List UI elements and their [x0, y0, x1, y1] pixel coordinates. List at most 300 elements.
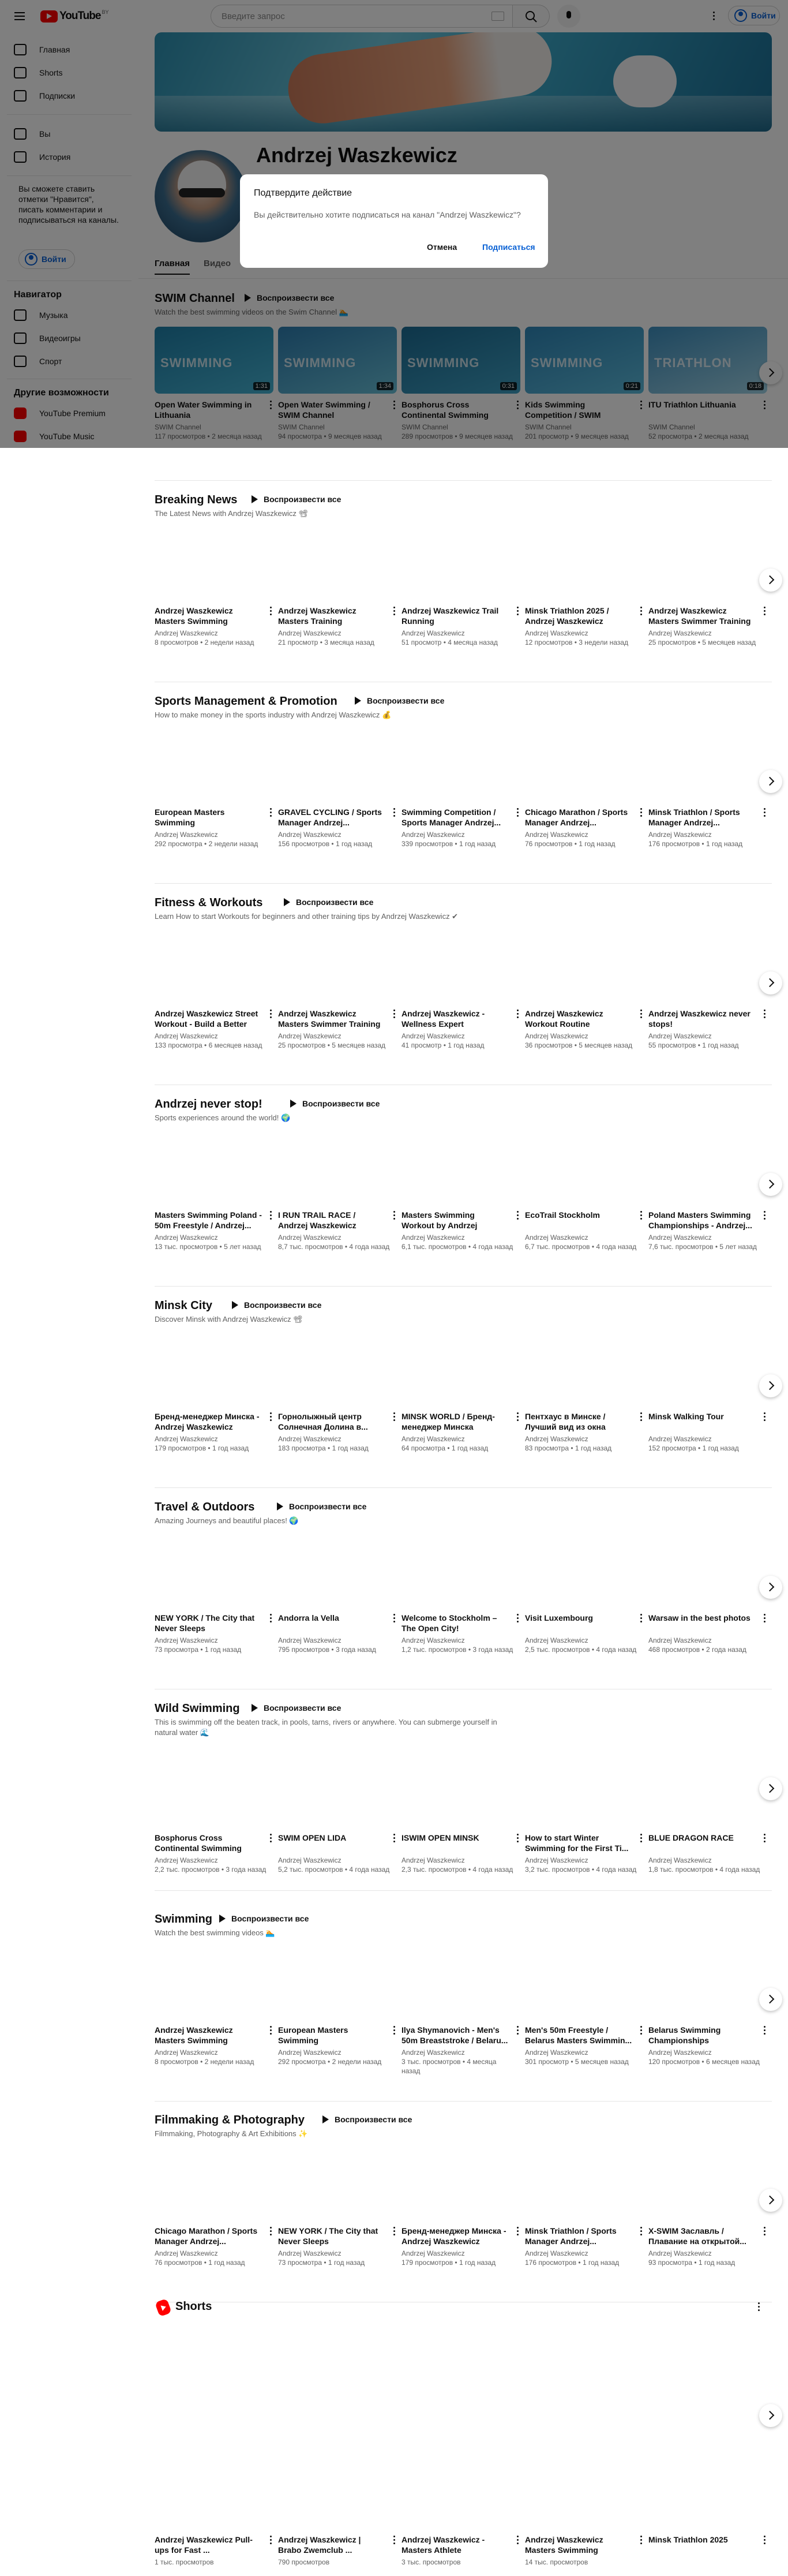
video-menu-icon[interactable] — [270, 2227, 272, 2236]
video-menu-icon[interactable] — [393, 1211, 396, 1220]
video-menu-icon[interactable] — [764, 1614, 766, 1623]
video-title[interactable]: Men's 50m Freestyle / Belarus Masters Swimmin... — [525, 2025, 632, 2045]
video-thumbnail[interactable] — [278, 1137, 397, 1204]
short-menu-icon[interactable] — [764, 2536, 766, 2545]
video-channel[interactable]: Andrzej Waszkewicz — [401, 2249, 465, 2257]
video-title[interactable]: Minsk Triathlon / Sports Manager Andrzej... — [525, 2226, 617, 2246]
video-thumbnail[interactable] — [648, 936, 767, 1003]
shelf-title[interactable]: Andrzej never stop! — [155, 1098, 262, 1111]
shelf-title[interactable]: Travel & Outdoors — [155, 1501, 255, 1513]
video-title[interactable]: Andrzej Waszkewicz Masters Training — [278, 606, 357, 626]
video-thumbnail[interactable] — [648, 1137, 767, 1204]
video-card[interactable] — [278, 533, 397, 654]
video-thumbnail[interactable] — [401, 1952, 520, 2019]
video-card[interactable] — [155, 1137, 273, 1258]
video-thumbnail[interactable] — [525, 1952, 644, 2019]
video-menu-icon[interactable] — [640, 2227, 643, 2236]
video-card[interactable] — [155, 1760, 273, 1881]
short-thumbnail[interactable] — [525, 2325, 644, 2499]
short-card[interactable] — [525, 2325, 644, 2568]
subscribe-confirm-button[interactable]: Подписаться — [482, 242, 535, 252]
video-thumbnail[interactable] — [525, 1137, 644, 1204]
video-menu-icon[interactable] — [517, 808, 519, 817]
shorts-title[interactable]: Shorts — [175, 2300, 212, 2313]
video-title[interactable]: Warsaw in the best photos — [648, 1613, 751, 1622]
shelf-title[interactable]: Breaking News — [155, 493, 238, 506]
short-menu-icon[interactable] — [517, 2536, 519, 2545]
short-menu-icon[interactable] — [270, 2536, 272, 2545]
short-thumbnail[interactable] — [648, 2325, 767, 2499]
video-title[interactable]: Andorra la Vella — [278, 1613, 339, 1622]
video-title[interactable]: I RUN TRAIL RACE / Andrzej Waszkewicz — [278, 1210, 357, 1230]
video-menu-icon[interactable] — [640, 808, 643, 817]
video-title[interactable]: Swimming Competition / Sports Manager Andrzej... — [401, 807, 501, 827]
video-channel[interactable]: Andrzej Waszkewicz — [155, 2048, 218, 2057]
shelf-title[interactable]: Fitness & Workouts — [155, 896, 263, 909]
video-menu-icon[interactable] — [270, 1010, 272, 1019]
video-menu-icon[interactable] — [764, 2026, 766, 2035]
video-age: 1 год назад — [459, 840, 496, 848]
video-thumbnail[interactable] — [155, 1540, 273, 1607]
video-thumbnail[interactable] — [401, 1760, 520, 1827]
video-age: 2 года назад — [706, 1646, 746, 1654]
video-channel[interactable]: Andrzej Waszkewicz — [648, 831, 712, 839]
video-title[interactable]: Poland Masters Swimming Championships - Andrzej... — [648, 1210, 752, 1230]
video-menu-icon[interactable] — [393, 1412, 396, 1422]
video-thumbnail[interactable] — [525, 533, 644, 600]
play-all-button[interactable]: Воспроизвести все — [355, 696, 444, 705]
video-card[interactable] — [278, 1952, 397, 2073]
video-stats: 64 просмотра • 1 год назад — [401, 1444, 489, 1452]
video-views: 292 просмотра — [155, 840, 202, 848]
video-channel[interactable]: Andrzej Waszkewicz — [525, 629, 588, 637]
video-menu-icon[interactable] — [517, 2227, 519, 2236]
video-menu-icon[interactable] — [393, 607, 396, 616]
shelf-title[interactable]: Sports Management & Promotion — [155, 695, 337, 708]
video-channel[interactable]: Andrzej Waszkewicz — [648, 1032, 712, 1040]
video-thumbnail[interactable] — [278, 936, 397, 1003]
video-card[interactable] — [401, 533, 520, 654]
video-thumbnail[interactable] — [155, 734, 273, 801]
video-channel[interactable]: Andrzej Waszkewicz — [525, 2249, 588, 2257]
video-title[interactable]: European Masters Swimming — [278, 2025, 348, 2045]
video-channel[interactable]: Andrzej Waszkewicz — [401, 629, 465, 637]
video-stats: 6,1 тыс. просмотров • 4 года назад — [401, 1243, 513, 1251]
video-menu-icon[interactable] — [393, 1614, 396, 1623]
video-title[interactable]: Minsk Triathlon / Sports Manager Andrzej... — [648, 807, 740, 827]
video-thumbnail[interactable] — [525, 734, 644, 801]
video-channel[interactable]: Andrzej Waszkewicz — [278, 1032, 342, 1040]
short-card[interactable] — [155, 2325, 273, 2568]
video-menu-icon[interactable] — [393, 2227, 396, 2236]
video-thumbnail[interactable] — [278, 734, 397, 801]
video-title[interactable]: Welcome to Stockholm – The Open City! — [401, 1613, 497, 1633]
video-channel[interactable]: Andrzej Waszkewicz — [401, 1435, 465, 1443]
video-card[interactable] — [155, 936, 273, 1057]
video-meta — [401, 2249, 517, 2267]
short-title[interactable]: Andrzej Waszkewicz | Brabo Zwemclub ... — [278, 2535, 361, 2555]
video-title[interactable]: Andrzej Waszkewicz - Wellness Expert — [401, 1009, 485, 1029]
video-card[interactable] — [525, 1339, 644, 1460]
play-all-button[interactable]: Воспроизвести все — [219, 1914, 309, 1923]
shelf-divider — [155, 1487, 772, 1488]
video-channel[interactable]: Andrzej Waszkewicz — [648, 1856, 712, 1864]
video-menu-icon[interactable] — [640, 607, 643, 616]
video-card[interactable] — [278, 1137, 397, 1258]
video-channel[interactable]: Andrzej Waszkewicz — [155, 831, 218, 839]
video-menu-icon[interactable] — [764, 1010, 766, 1019]
video-menu-icon[interactable] — [764, 1834, 766, 1843]
short-card[interactable] — [401, 2325, 520, 2568]
video-menu-icon[interactable] — [270, 1211, 272, 1220]
video-card[interactable] — [648, 1339, 767, 1460]
video-card[interactable] — [278, 1339, 397, 1460]
video-card[interactable] — [155, 734, 273, 855]
video-channel[interactable]: Andrzej Waszkewicz — [278, 1233, 342, 1242]
video-thumbnail[interactable] — [155, 533, 273, 600]
video-title[interactable]: NEW YORK / The City that Never Sleeps — [155, 1613, 255, 1633]
video-card[interactable] — [401, 734, 520, 855]
video-thumbnail[interactable] — [648, 2153, 767, 2220]
play-all-button[interactable]: Воспроизвести все — [252, 1703, 341, 1713]
video-channel[interactable]: Andrzej Waszkewicz — [648, 1636, 712, 1644]
video-menu-icon[interactable] — [517, 607, 519, 616]
video-channel[interactable]: Andrzej Waszkewicz — [525, 1435, 588, 1443]
short-thumbnail[interactable] — [278, 2325, 397, 2499]
video-menu-icon[interactable] — [517, 1614, 519, 1623]
cancel-button[interactable]: Отмена — [427, 242, 457, 252]
video-title[interactable]: Горнолыжный центр Солнечная Долина в... — [278, 1412, 368, 1431]
play-all-button[interactable]: Воспроизвести все — [284, 898, 373, 907]
video-menu-icon[interactable] — [764, 2227, 766, 2236]
video-title[interactable]: Andrzej Waszkewicz Masters Swimming — [155, 606, 233, 626]
video-title[interactable]: Бренд-менеджер Минска - Andrzej Waszkewicz — [401, 2226, 506, 2246]
video-thumbnail[interactable] — [401, 1540, 520, 1607]
video-title[interactable]: EcoTrail Stockholm — [525, 1210, 600, 1220]
video-title[interactable]: Bosphorus Cross Continental Swimming — [155, 1833, 242, 1853]
short-card[interactable] — [648, 2325, 767, 2568]
video-title[interactable]: BLUE DRAGON RACE — [648, 1833, 734, 1842]
video-title[interactable]: X-SWIM Заславль / Плавание на открытой... — [648, 2226, 746, 2246]
play-all-button[interactable]: Воспроизвести все — [322, 2115, 412, 2124]
video-title[interactable]: Minsk Walking Tour — [648, 1412, 724, 1421]
video-card[interactable] — [525, 1952, 644, 2073]
video-menu-icon[interactable] — [640, 1412, 643, 1422]
shelf-next-arrow[interactable] — [759, 1777, 782, 1800]
short-title[interactable]: Andrzej Waszkewicz Masters Swimming — [525, 2535, 603, 2555]
shelf-next-arrow[interactable] — [759, 2189, 782, 2212]
video-menu-icon[interactable] — [270, 607, 272, 616]
shelf-next-arrow[interactable] — [759, 1374, 782, 1397]
video-title[interactable]: GRAVEL CYCLING / Sports Manager Andrzej... — [278, 807, 382, 827]
video-title[interactable]: European Masters Swimming — [155, 807, 225, 827]
video-title[interactable]: MINSK WORLD / Бренд-менеджер Минска — [401, 1412, 495, 1431]
play-all-button[interactable]: Воспроизвести все — [290, 1099, 380, 1108]
video-thumbnail[interactable] — [648, 1760, 767, 1827]
play-all-button[interactable]: Воспроизвести все — [252, 495, 341, 504]
short-title[interactable]: Minsk Triathlon 2025 — [648, 2535, 728, 2544]
video-channel[interactable]: Andrzej Waszkewicz — [278, 1856, 342, 1864]
video-thumbnail[interactable] — [525, 1760, 644, 1827]
video-title[interactable]: ISWIM OPEN MINSK — [401, 1833, 479, 1842]
video-channel[interactable]: Andrzej Waszkewicz — [155, 2249, 218, 2257]
video-menu-icon[interactable] — [270, 2026, 272, 2035]
video-title[interactable]: Andrzej Waszkewicz never stops! — [648, 1009, 751, 1029]
video-card[interactable] — [401, 2153, 520, 2274]
shelf-next-arrow[interactable] — [759, 1173, 782, 1196]
video-views: 1,2 тыс. просмотров — [401, 1646, 467, 1654]
video-title[interactable]: Ilya Shymanovich - Men's 50m Breaststroke / Belaru... — [401, 2025, 508, 2045]
video-thumbnail[interactable] — [525, 1339, 644, 1405]
video-card[interactable] — [525, 1540, 644, 1661]
video-channel[interactable]: Andrzej Waszkewicz — [278, 629, 342, 637]
video-card[interactable] — [401, 1952, 520, 2073]
video-title[interactable]: How to start Winter Swimming for the First Ti... — [525, 1833, 629, 1853]
video-channel[interactable]: Andrzej Waszkewicz — [525, 1233, 588, 1242]
video-card[interactable] — [278, 1760, 397, 1881]
short-title[interactable]: Andrzej Waszkewicz - Masters Athlete — [401, 2535, 485, 2555]
video-thumbnail[interactable] — [278, 533, 397, 600]
video-thumbnail[interactable] — [155, 2153, 273, 2220]
video-menu-icon[interactable] — [640, 1211, 643, 1220]
video-menu-icon[interactable] — [393, 808, 396, 817]
video-title[interactable]: Бренд-менеджер Минска - Andrzej Waszkewicz — [155, 1412, 260, 1431]
video-channel[interactable]: Andrzej Waszkewicz — [525, 1636, 588, 1644]
video-title[interactable]: Belarus Swimming Championships — [648, 2025, 721, 2045]
video-channel[interactable]: Andrzej Waszkewicz — [525, 2048, 588, 2057]
video-thumbnail[interactable] — [278, 1952, 397, 2019]
shelf-title[interactable]: Minsk City — [155, 1299, 213, 1312]
video-menu-icon[interactable] — [764, 1412, 766, 1422]
video-menu-icon[interactable] — [517, 1412, 519, 1422]
video-card[interactable] — [525, 1760, 644, 1881]
video-thumbnail[interactable] — [155, 1952, 273, 2019]
video-thumbnail[interactable] — [401, 936, 520, 1003]
video-age: 3 года назад — [335, 1646, 376, 1654]
video-menu-icon[interactable] — [270, 1834, 272, 1843]
video-thumbnail[interactable] — [278, 2153, 397, 2220]
video-menu-icon[interactable] — [640, 2026, 643, 2035]
video-thumbnail[interactable] — [648, 533, 767, 600]
video-channel[interactable]: Andrzej Waszkewicz — [155, 1032, 218, 1040]
video-thumbnail[interactable] — [525, 936, 644, 1003]
video-title[interactable]: Masters Swimming Workout by Andrzej — [401, 1210, 478, 1230]
video-menu-icon[interactable] — [640, 1834, 643, 1843]
short-card[interactable] — [278, 2325, 397, 2568]
video-title[interactable]: Andrzej Waszkewicz Trail Running — [401, 606, 499, 626]
video-menu-icon[interactable] — [764, 607, 766, 616]
video-views: 8 просмотров — [155, 638, 198, 646]
video-menu-icon[interactable] — [517, 1211, 519, 1220]
short-thumbnail[interactable] — [155, 2325, 273, 2499]
video-meta — [525, 1856, 640, 1874]
short-views: 1 тыс. просмотров — [155, 2558, 214, 2566]
video-card[interactable] — [648, 1952, 767, 2073]
video-channel[interactable]: Andrzej Waszkewicz — [525, 1032, 588, 1040]
video-channel[interactable]: Andrzej Waszkewicz — [278, 1435, 342, 1443]
video-age: 3 года назад — [472, 1646, 513, 1654]
video-thumbnail[interactable] — [401, 533, 520, 600]
video-menu-icon[interactable] — [393, 1010, 396, 1019]
video-card[interactable] — [525, 734, 644, 855]
video-card[interactable] — [648, 1137, 767, 1258]
video-title[interactable]: Chicago Marathon / Sports Manager Andrzej... — [155, 2226, 258, 2246]
video-menu-icon[interactable] — [764, 1211, 766, 1220]
video-channel[interactable]: Andrzej Waszkewicz — [648, 629, 712, 637]
shelf-title[interactable]: Filmmaking & Photography — [155, 2114, 305, 2126]
video-title[interactable]: SWIM OPEN LIDA — [278, 1833, 347, 1842]
video-thumbnail[interactable] — [648, 1339, 767, 1405]
video-card[interactable] — [278, 734, 397, 855]
video-card[interactable] — [648, 2153, 767, 2274]
video-thumbnail[interactable] — [401, 1137, 520, 1204]
video-thumbnail[interactable] — [401, 1339, 520, 1405]
video-menu-icon[interactable] — [270, 1412, 272, 1422]
shelf-next-arrow[interactable] — [759, 770, 782, 793]
shelf-next-arrow[interactable] — [759, 569, 782, 592]
video-channel[interactable]: Andrzej Waszkewicz — [278, 1636, 342, 1644]
video-card[interactable] — [401, 1760, 520, 1881]
video-menu-icon[interactable] — [517, 1834, 519, 1843]
video-thumbnail[interactable] — [648, 1952, 767, 2019]
video-views: 2,3 тыс. просмотров — [401, 1865, 467, 1874]
video-channel[interactable]: Andrzej Waszkewicz — [278, 831, 342, 839]
video-card[interactable] — [401, 1540, 520, 1661]
video-thumbnail[interactable] — [155, 1760, 273, 1827]
play-all-button[interactable]: Воспроизвести все — [232, 1300, 321, 1310]
video-channel[interactable]: Andrzej Waszkewicz — [401, 2048, 465, 2057]
video-thumbnail[interactable] — [401, 2153, 520, 2220]
video-stats: 120 просмотров • 6 месяцев назад — [648, 2058, 760, 2066]
video-channel[interactable]: Andrzej Waszkewicz — [401, 1856, 465, 1864]
video-thumbnail[interactable] — [401, 734, 520, 801]
video-title[interactable]: Andrzej Waszkewicz Masters Swimmer Training — [278, 1009, 381, 1029]
shelf-next-arrow[interactable] — [759, 1576, 782, 1599]
video-card[interactable] — [155, 1540, 273, 1661]
play-all-button[interactable]: Воспроизвести все — [277, 1502, 366, 1511]
video-menu-icon[interactable] — [640, 1614, 643, 1623]
video-card[interactable] — [401, 1339, 520, 1460]
video-channel[interactable]: Andrzej Waszkewicz — [278, 2249, 342, 2257]
shelf-title[interactable]: Swimming — [155, 1913, 213, 1926]
video-title[interactable]: Masters Swimming Poland - 50m Freestyle / Andrzej... — [155, 1210, 262, 1230]
video-card[interactable] — [525, 1137, 644, 1258]
video-views: 156 просмотров — [278, 840, 330, 848]
video-title[interactable]: Visit Luxembourg — [525, 1613, 593, 1622]
video-menu-icon[interactable] — [517, 2026, 519, 2035]
video-channel[interactable]: Andrzej Waszkewicz — [648, 1435, 712, 1443]
short-thumbnail[interactable] — [401, 2325, 520, 2499]
video-card[interactable] — [278, 1540, 397, 1661]
video-title[interactable]: Andrzej Waszkewicz Masters Swimmer Training — [648, 606, 751, 626]
video-title[interactable]: NEW YORK / The City that Never Sleeps — [278, 2226, 378, 2246]
video-card[interactable] — [648, 936, 767, 1057]
shorts-next-arrow[interactable] — [759, 2404, 782, 2427]
video-card[interactable] — [401, 1137, 520, 1258]
shelf-next-arrow[interactable] — [759, 971, 782, 994]
video-card[interactable] — [278, 936, 397, 1057]
short-title[interactable]: Andrzej Waszkewicz Pull-ups for Fast ... — [155, 2535, 253, 2555]
video-stats: 73 просмотра • 1 год назад — [155, 1646, 242, 1654]
video-menu-icon[interactable] — [270, 1614, 272, 1623]
video-card[interactable] — [525, 936, 644, 1057]
video-thumbnail[interactable] — [155, 936, 273, 1003]
video-menu-icon[interactable] — [393, 2026, 396, 2035]
video-card[interactable] — [648, 1540, 767, 1661]
video-age: 1 год назад — [702, 1041, 739, 1049]
video-meta — [648, 2249, 764, 2267]
video-thumbnail[interactable] — [155, 1137, 273, 1204]
video-thumbnail[interactable] — [648, 1540, 767, 1607]
video-channel[interactable]: Andrzej Waszkewicz — [155, 1856, 218, 1864]
video-card[interactable] — [648, 533, 767, 654]
video-channel[interactable]: Andrzej Waszkewicz — [648, 2249, 712, 2257]
video-menu-icon[interactable] — [640, 1010, 643, 1019]
video-age: 2 недели назад — [208, 840, 258, 848]
video-thumbnail[interactable] — [278, 1760, 397, 1827]
video-channel[interactable]: Andrzej Waszkewicz — [401, 831, 465, 839]
video-title[interactable]: Chicago Marathon / Sports Manager Andrzej... — [525, 807, 628, 827]
video-views: 468 просмотров — [648, 1646, 700, 1654]
video-thumbnail[interactable] — [525, 1540, 644, 1607]
video-menu-icon[interactable] — [517, 1010, 519, 1019]
short-menu-icon[interactable] — [393, 2536, 396, 2545]
video-channel[interactable]: Andrzej Waszkewicz — [401, 1636, 465, 1644]
video-channel[interactable]: Andrzej Waszkewicz — [401, 1233, 465, 1242]
video-title[interactable]: Andrzej Waszkewicz Street Workout - Build a Better — [155, 1009, 258, 1029]
video-channel[interactable]: Andrzej Waszkewicz — [155, 1636, 218, 1644]
video-thumbnail[interactable] — [278, 1540, 397, 1607]
video-thumbnail[interactable] — [155, 1339, 273, 1405]
video-card[interactable] — [525, 2153, 644, 2274]
video-card[interactable] — [155, 1952, 273, 2073]
video-card[interactable] — [155, 533, 273, 654]
video-channel[interactable]: Andrzej Waszkewicz — [155, 1435, 218, 1443]
video-card[interactable] — [155, 1339, 273, 1460]
video-channel[interactable]: Andrzej Waszkewicz — [401, 1032, 465, 1040]
shelf-divider — [155, 2101, 772, 2102]
video-channel[interactable]: Andrzej Waszkewicz — [155, 629, 218, 637]
short-menu-icon[interactable] — [640, 2536, 643, 2545]
video-title[interactable]: Andrzej Waszkewicz Workout Routine — [525, 1009, 603, 1029]
video-card[interactable] — [155, 2153, 273, 2274]
video-title[interactable]: Andrzej Waszkewicz Masters Swimming — [155, 2025, 233, 2045]
shorts-menu-icon[interactable] — [758, 2302, 760, 2312]
video-card[interactable] — [401, 936, 520, 1057]
video-card[interactable] — [278, 2153, 397, 2274]
video-channel[interactable]: Andrzej Waszkewicz — [648, 1233, 712, 1242]
video-channel[interactable]: Andrzej Waszkewicz — [155, 1233, 218, 1242]
video-thumbnail[interactable] — [525, 2153, 644, 2220]
video-channel[interactable]: Andrzej Waszkewicz — [278, 2048, 342, 2057]
video-views: 25 просмотров — [278, 1041, 326, 1049]
shelf-title[interactable]: Wild Swimming — [155, 1702, 240, 1715]
video-title[interactable]: Minsk Triathlon 2025 / Andrzej Waszkewicz — [525, 606, 609, 626]
video-card[interactable] — [525, 533, 644, 654]
video-menu-icon[interactable] — [393, 1834, 396, 1843]
video-thumbnail[interactable] — [648, 734, 767, 801]
video-card[interactable] — [648, 734, 767, 855]
video-channel[interactable]: Andrzej Waszkewicz — [648, 2048, 712, 2057]
shelf-next-arrow[interactable] — [759, 1988, 782, 2011]
video-thumbnail[interactable] — [278, 1339, 397, 1405]
video-channel[interactable]: Andrzej Waszkewicz — [525, 1856, 588, 1864]
video-menu-icon[interactable] — [270, 808, 272, 817]
video-channel[interactable]: Andrzej Waszkewicz — [525, 831, 588, 839]
video-card[interactable] — [648, 1760, 767, 1881]
video-title[interactable]: Пентхаус в Минске / Лучший вид из окна — [525, 1412, 606, 1431]
video-menu-icon[interactable] — [764, 808, 766, 817]
